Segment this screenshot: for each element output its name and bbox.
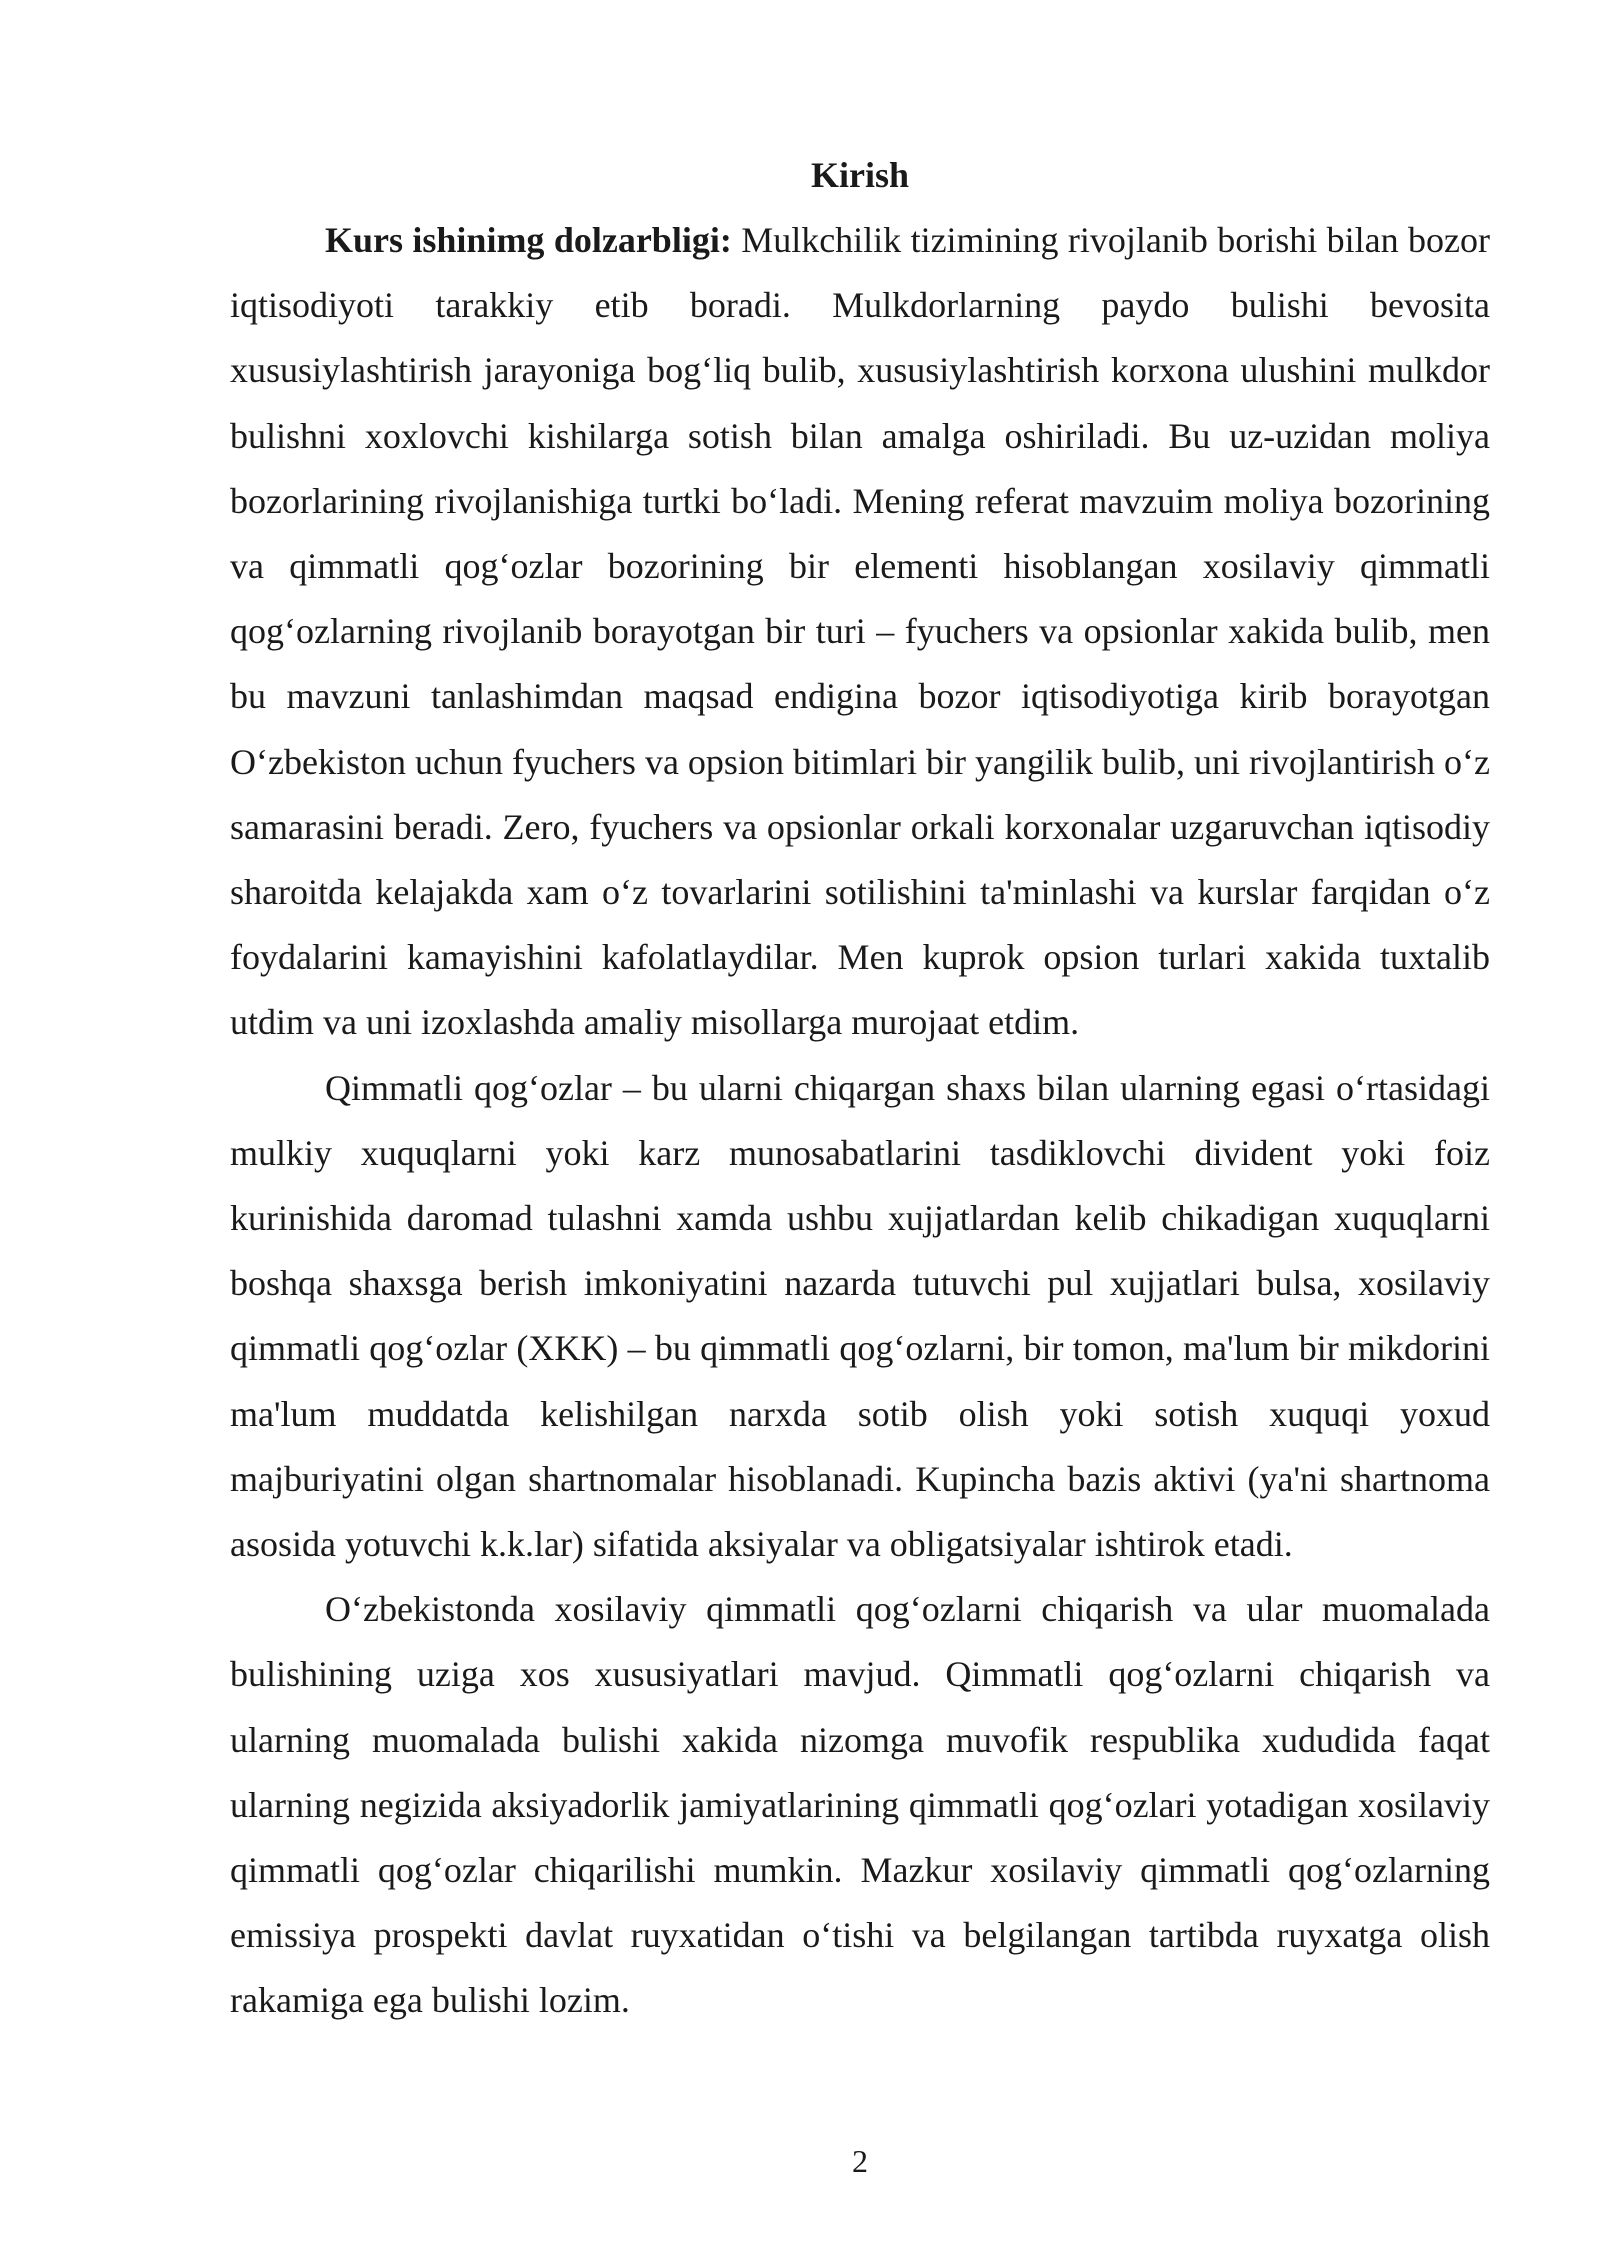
page-content (230, 143, 1490, 2034)
section-heading: Kirish (810, 155, 909, 195)
paragraph-lead: Kurs ishinimg dolzarbligi: (325, 220, 732, 260)
paragraph-text: O‘zbekistonda xosilaviy qimmatli qog‘ozlarni chiqarish va ular muomalada bulishining uziga xos xususiyatlari mavjud. Qimmatli qog‘ozlarni chiqarish va ularning muomalada bulishi xakida nizomga muvofik respublika xududida faqat ularning negizida aksiyadorlik jamiyatlarining qimmatli qog‘ozlari yotadigan xosilaviy qimmatli qog‘ozlar chiqarilishi mumkin. Mazkur xosilaviy qimmatli qog‘ozlarning emissiya prospekti davlat ruyxatidan o‘tishi va belgilangan tartibda ruyxatga olish rakamiga ega bulishi lozim. (230, 1589, 1490, 2021)
paragraph-uzbekistan-derivatives (230, 1577, 1490, 2033)
paragraph-text: Qimmatli qog‘ozlar – bu ularni chiqargan shaxs bilan ularning egasi o‘rtasidagi mulkiy xuquqlarni yoki karz munosabatlarini tasdiklovchi divident yoki foiz kurinishida daromad tulashni xamda ushbu xujjatlardan kelib chikadigan xuquqlarni boshqa shaxsga berish imkoniyatini nazarda tutuvchi pul xujjatlari bulsa, xosilaviy qimmatli qog‘ozlar (XKK) – bu qimmatli qog‘ozlarni, bir tomon, ma'lum bir mikdorini ma'lum muddatda kelishilgan narxda sotib olish yoki sotish xuquqi yoxud majburiyatini olgan shartnomalar hisoblanadi. Kupincha bazis aktivi (ya'ni shartnoma asosida yotuvchi k.k.lar) sifatida aksiyalar va obligatsiyalar ishtirok etadi. (230, 1067, 1490, 1565)
paragraph-text: Mulkchilik tizimining rivojlanib borishi bilan bozor iqtisodiyoti tarakkiy etib boradi. Mulkdorlarning paydo bulishi bevosita xususiylashtirish jarayoniga bog‘liq bulib, xususiylashtirish korxona ulushini mulkdor bulishni xoxlovchi kishilarga sotish bilan amalga oshiriladi. Bu uz-uzidan moliya bozorlarining rivojlanishiga turtki bo‘ladi. Mening referat mavzuim moliya bozorining va qimmatli qog‘ozlar bozorining bir elementi hisoblangan xosilaviy qimmatli qog‘ozlarning rivojlanib borayotgan bir turi – fyuchers va opsionlar xakida bulib, men bu mavzuni tanlashimdan maqsad endigina bozor iqtisodiyotiga kirib borayotgan O‘zbekiston uchun fyuchers va opsion bitimlari bir yangilik bulib, uni rivojlantirish o‘z samarasini beradi. Zero, fyuchers va opsionlar orkali korxonalar uzgaruvchan iqtisodiy sharoitda kelajakda xam o‘z tovarlarini sotilishini ta'minlashi va kurslar farqidan o‘z foydalarini kamayishini kafolatlaydilar. Men kuprok opsion turlari xakida tuxtalib utdim va uni izoxlashda amaliy misollarga murojaat etdim. (230, 220, 1490, 1043)
paragraph-securities-definition (230, 1056, 1490, 1578)
page-number: 2 (852, 2143, 868, 2179)
paragraph-relevance (230, 208, 1490, 1056)
